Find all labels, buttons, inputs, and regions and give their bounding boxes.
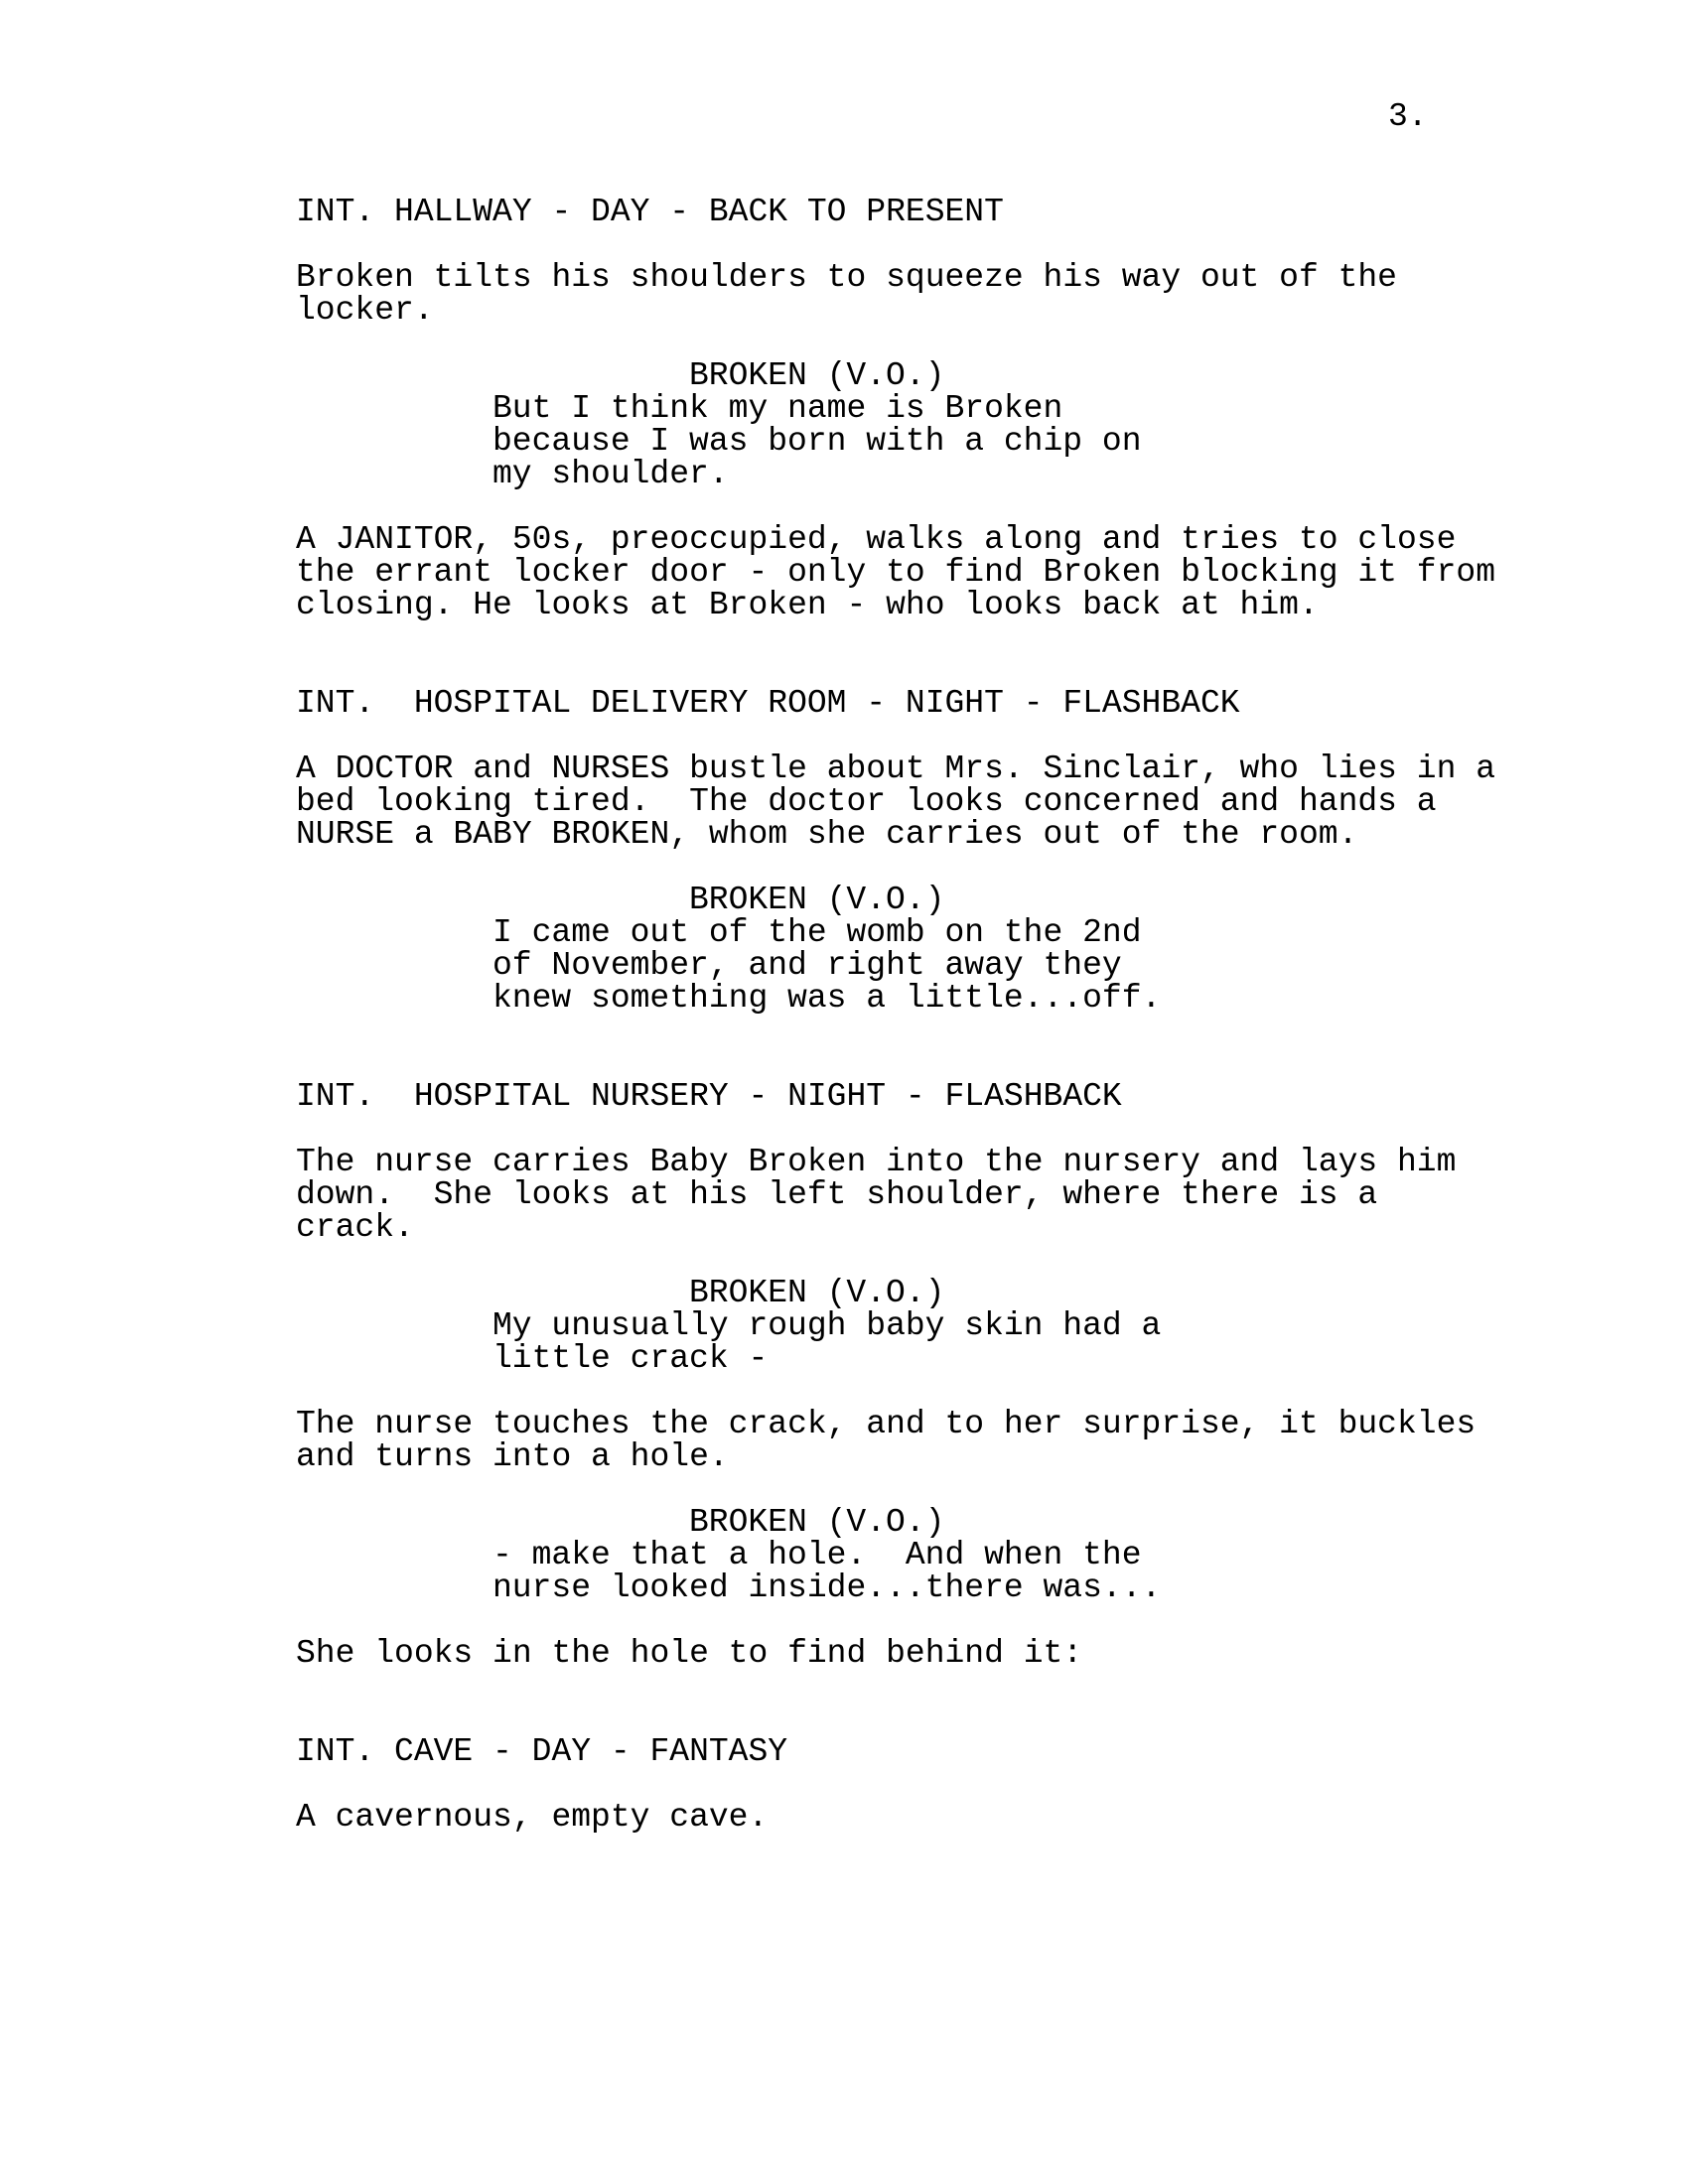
dialogue-line: little crack -: [492, 1340, 769, 1377]
character-name: BROKEN (V.O.): [689, 1275, 945, 1311]
dialogue-line: - make that a hole. And when the: [492, 1537, 1142, 1573]
action-line: closing. He looks at Broken - who looks back at him.: [296, 587, 1319, 623]
spacer: [296, 1473, 1537, 1506]
action-line: Broken tilts his shoulders to squeeze his way out of the: [296, 259, 1397, 296]
action-line: down. She looks at his left shoulder, where there is a: [296, 1176, 1378, 1213]
spacer: [296, 1015, 1537, 1080]
spacer: [296, 1604, 1537, 1637]
scene-heading-line: INT. CAVE - DAY - FANTASY: [296, 1733, 788, 1770]
dialogue-line: my shoulder.: [492, 456, 729, 492]
character-cue: [296, 1277, 1537, 1309]
dialogue-line: I came out of the womb on the 2nd: [492, 914, 1142, 951]
character-cue: [296, 359, 1537, 392]
action-line: NURSE a BABY BROKEN, whom she carries out of the room.: [296, 816, 1358, 853]
spacer: [296, 621, 1537, 687]
dialogue-line: of November, and right away they: [492, 947, 1122, 984]
character-cue: [296, 1506, 1537, 1539]
action-line: The nurse carries Baby Broken into the nursery and lays him: [296, 1144, 1457, 1180]
spacer: [296, 1375, 1537, 1408]
spacer: [296, 1113, 1537, 1146]
scene-heading: [296, 1735, 1537, 1768]
script-body: [296, 196, 1537, 1834]
action-line: A cavernous, empty cave.: [296, 1799, 769, 1836]
spacer: [296, 228, 1537, 261]
scene-heading-line: INT. HALLWAY - DAY - BACK TO PRESENT: [296, 194, 1004, 230]
action-block: [296, 752, 1537, 851]
action-block: [296, 1637, 1537, 1670]
dialogue-line: nurse looked inside...there was...: [492, 1570, 1162, 1606]
action-line: and turns into a hole.: [296, 1438, 729, 1475]
action-line: A DOCTOR and NURSES bustle about Mrs. Sinclair, who lies in a: [296, 751, 1495, 787]
spacer: [296, 1768, 1537, 1801]
character-name: BROKEN (V.O.): [689, 1504, 945, 1541]
spacer: [296, 1670, 1537, 1735]
scene-heading: [296, 1080, 1537, 1113]
action-block: [296, 261, 1537, 327]
dialogue-line: because I was born with a chip on: [492, 423, 1142, 460]
action-block: [296, 1801, 1537, 1834]
scene-heading: [296, 196, 1537, 228]
dialogue-block: [296, 1539, 1537, 1604]
spacer: [296, 490, 1537, 523]
scene-heading-line: INT. HOSPITAL NURSERY - NIGHT - FLASHBACK: [296, 1078, 1122, 1115]
spacer: [296, 1244, 1537, 1277]
action-line: the errant locker door - only to find Broken blocking it from: [296, 554, 1495, 591]
character-name: BROKEN (V.O.): [689, 882, 945, 918]
action-line: A JANITOR, 50s, preoccupied, walks along and tries to close: [296, 521, 1457, 558]
dialogue-line: My unusually rough baby skin had a: [492, 1307, 1162, 1344]
spacer: [296, 720, 1537, 752]
action-block: [296, 1408, 1537, 1473]
action-block: [296, 523, 1537, 621]
dialogue-line: knew something was a little...off.: [492, 980, 1162, 1017]
scene-heading: [296, 687, 1537, 720]
dialogue-block: [296, 916, 1537, 1015]
action-line: crack.: [296, 1209, 414, 1246]
page-number: 3.: [1388, 98, 1428, 135]
action-block: [296, 1146, 1537, 1244]
action-line: She looks in the hole to find behind it:: [296, 1635, 1083, 1672]
action-line: locker.: [296, 292, 434, 329]
action-line: bed looking tired. The doctor looks concerned and hands a: [296, 783, 1437, 820]
action-line: The nurse touches the crack, and to her surprise, it buckles: [296, 1406, 1477, 1442]
character-name: BROKEN (V.O.): [689, 357, 945, 394]
character-cue: [296, 884, 1537, 916]
dialogue-block: [296, 1309, 1537, 1375]
spacer: [296, 851, 1537, 884]
dialogue-line: But I think my name is Broken: [492, 390, 1063, 427]
spacer: [296, 327, 1537, 359]
dialogue-block: [296, 392, 1537, 490]
scene-heading-line: INT. HOSPITAL DELIVERY ROOM - NIGHT - FLASHBACK: [296, 685, 1240, 722]
